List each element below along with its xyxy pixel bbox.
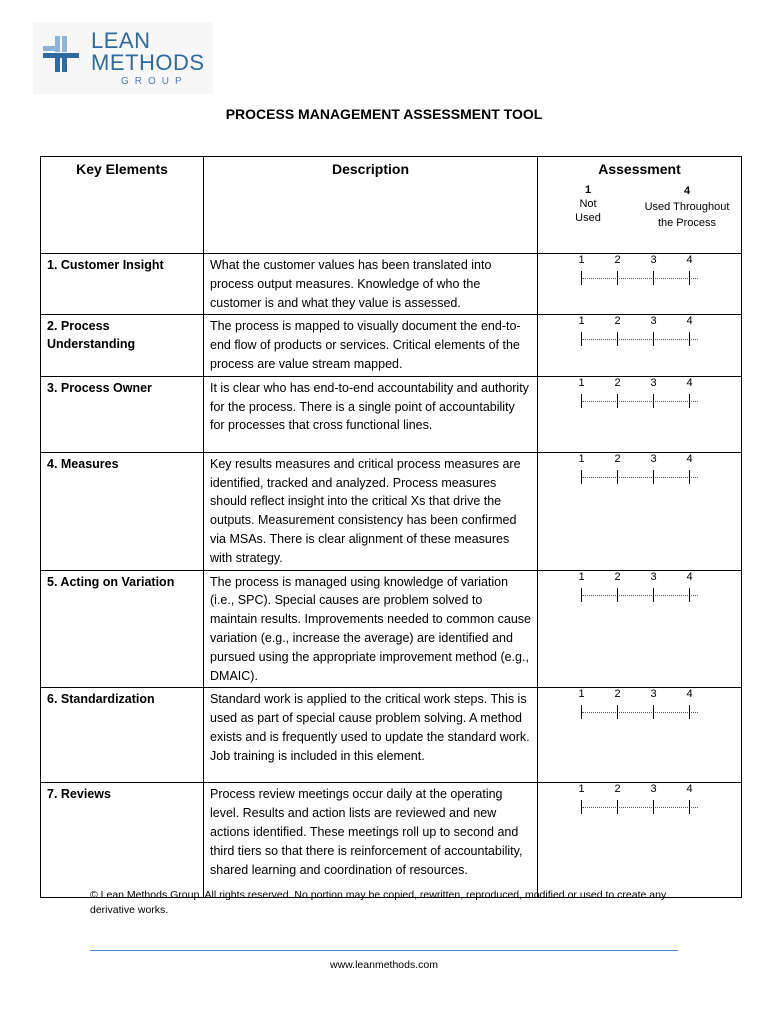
description-cell: Process review meetings occur daily at the operating level. Results and action lists are reviewed and new actions identified. These meetings roll up to second and third tiers so that there is reinforcement of accountability, shared learning and coordination of resources. [204, 783, 538, 898]
footer-divider [90, 950, 678, 951]
legend-low-label: Not Used [575, 198, 601, 224]
scale-tick[interactable] [617, 470, 618, 484]
description-cell: The process is mapped to visually document the end-to-end flow of products or services. Critical elements of the process are value stream mapped. [204, 315, 538, 376]
scale-line [582, 807, 698, 808]
scale-label: 1 [578, 315, 585, 328]
scale-line [582, 278, 698, 279]
scale-tick[interactable] [689, 705, 690, 719]
scale-tick[interactable] [617, 271, 618, 285]
scale-tick[interactable] [689, 800, 690, 814]
scale-line [582, 339, 698, 340]
table-row [41, 570, 742, 688]
legend-high-number: 4 [683, 185, 691, 197]
scale-tick[interactable] [653, 271, 654, 285]
scale-tick[interactable] [617, 332, 618, 346]
scale-label: 1 [578, 254, 585, 266]
scale-tick[interactable] [581, 332, 582, 346]
scale-tick[interactable] [689, 394, 690, 408]
assessment-cell [538, 783, 742, 898]
scale-line [582, 477, 698, 478]
table-row [41, 315, 742, 376]
scale-tick[interactable] [581, 705, 582, 719]
assessment-cell [538, 254, 742, 315]
scale-line [582, 401, 698, 402]
scale-label: 1 [578, 570, 585, 583]
header-key-elements: Key Elements [41, 157, 204, 254]
scale-tick[interactable] [653, 332, 654, 346]
table-row [41, 688, 742, 783]
key-element-cell: 4. Measures [41, 452, 204, 570]
footer-url: www.leanmethods.com [330, 959, 438, 971]
scale-label: 2 [614, 570, 621, 583]
scale-tick[interactable] [581, 470, 582, 484]
scale-tick[interactable] [581, 588, 582, 602]
header-assessment [538, 157, 742, 254]
rating-scale[interactable] [575, 315, 705, 349]
scale-label: 4 [686, 315, 693, 328]
legend-low-number: 1 [584, 184, 592, 196]
scale-tick[interactable] [689, 271, 690, 285]
scale-label: 3 [650, 315, 657, 328]
scale-label: 4 [686, 570, 693, 583]
scale-label: 3 [650, 376, 657, 389]
rating-scale[interactable] [575, 571, 705, 605]
legend-low [566, 183, 610, 225]
scale-tick[interactable] [581, 800, 582, 814]
copyright-notice: © Lean Methods Group. All rights reserved. No portion may be copied, rewritten, reproduced, modified or used to create any derivative works. [90, 889, 667, 916]
assessment-cell [538, 570, 742, 688]
scale-tick[interactable] [581, 271, 582, 285]
scale-label: 3 [650, 570, 657, 583]
table-row [41, 376, 742, 452]
scale-tick[interactable] [581, 394, 582, 408]
assessment-cell [538, 452, 742, 570]
scale-label: 3 [650, 254, 657, 266]
description-cell: It is clear who has end-to-end accountability and authority for the process. There is a single point of accountability for processes that cross functional lines. [204, 376, 538, 452]
table-row [41, 783, 742, 898]
scale-tick[interactable] [653, 705, 654, 719]
scale-label: 1 [578, 688, 585, 701]
document-title: PROCESS MANAGEMENT ASSESSMENT TOOL [225, 106, 543, 122]
scale-label: 2 [614, 688, 621, 701]
legend-high-label: Used Throughout the Process [644, 201, 730, 229]
header-assessment-label: Assessment [598, 161, 681, 177]
scale-line [582, 712, 698, 713]
key-element-cell: 1. Customer Insight [41, 254, 204, 315]
legend-high [642, 183, 732, 231]
scale-label: 1 [578, 783, 585, 796]
rating-scale[interactable] [575, 783, 705, 817]
company-logo [33, 22, 213, 94]
scale-label: 3 [650, 688, 657, 701]
scale-label: 2 [614, 783, 621, 796]
scale-tick[interactable] [653, 394, 654, 408]
logo-line-group: GROUP [121, 76, 188, 87]
scale-label: 1 [578, 376, 585, 389]
assessment-legend [538, 183, 741, 253]
key-element-cell: 7. Reviews [41, 783, 204, 898]
scale-tick[interactable] [689, 588, 690, 602]
scale-label: 2 [614, 452, 621, 465]
rating-scale[interactable] [575, 453, 705, 487]
description-cell: Key results measures and critical process measures are identified, tracked and analyzed. Process measures should reflect insight into the critical Xs that drive the outputs. Measurement consistency has been confirmed via MSAs. There is clear alignment of these measures with strategy. [204, 452, 538, 570]
scale-label: 4 [686, 783, 693, 796]
key-element-cell: 2. Process Understanding [41, 315, 204, 376]
scale-label: 2 [614, 254, 621, 266]
scale-label: 3 [650, 783, 657, 796]
logo-line-lean: LEAN [91, 28, 151, 53]
scale-tick[interactable] [653, 470, 654, 484]
scale-tick[interactable] [653, 800, 654, 814]
scale-tick[interactable] [653, 588, 654, 602]
scale-tick[interactable] [689, 470, 690, 484]
scale-label: 2 [614, 315, 621, 328]
header-description: Description [204, 157, 538, 254]
scale-label: 4 [686, 376, 693, 389]
scale-line [582, 595, 698, 596]
assessment-table [40, 156, 742, 898]
scale-label: 4 [686, 254, 693, 266]
rating-scale[interactable] [575, 688, 705, 722]
description-cell: The process is managed using knowledge of variation (i.e., SPC). Special causes are problem solved to maintain results. Improvements needed to common cause variation (e.g., increase the average) are identified and pursued using the appropriate improvement method (e.g., DMAIC). [204, 570, 538, 688]
scale-tick[interactable] [689, 332, 690, 346]
scale-tick[interactable] [617, 394, 618, 408]
scale-tick[interactable] [617, 588, 618, 602]
assessment-cell [538, 315, 742, 376]
logo-wordmark [91, 30, 205, 87]
assessment-cell [538, 376, 742, 452]
scale-label: 3 [650, 452, 657, 465]
cross-logo-icon [41, 34, 81, 74]
key-element-cell: 5. Acting on Variation [41, 570, 204, 688]
key-element-cell: 6. Standardization [41, 688, 204, 783]
scale-label: 1 [578, 452, 585, 465]
scale-label: 4 [686, 452, 693, 465]
scale-label: 2 [614, 376, 621, 389]
scale-label: 4 [686, 688, 693, 701]
rating-scale[interactable] [575, 377, 705, 411]
scale-tick[interactable] [617, 800, 618, 814]
assessment-cell [538, 688, 742, 783]
description-cell: What the customer values has been translated into process output measures. Knowledge of who the customer is and what they value is assessed. [204, 254, 538, 315]
description-cell: Standard work is applied to the critical work steps. This is used as part of special cause problem solving. A method exists and is frequently used to update the standard work. Job training is included in this element. [204, 688, 538, 783]
table-row [41, 452, 742, 570]
rating-scale[interactable] [575, 254, 705, 288]
logo-line-methods: METHODS [91, 50, 205, 75]
scale-tick[interactable] [617, 705, 618, 719]
key-element-cell: 3. Process Owner [41, 376, 204, 452]
table-row [41, 254, 742, 315]
